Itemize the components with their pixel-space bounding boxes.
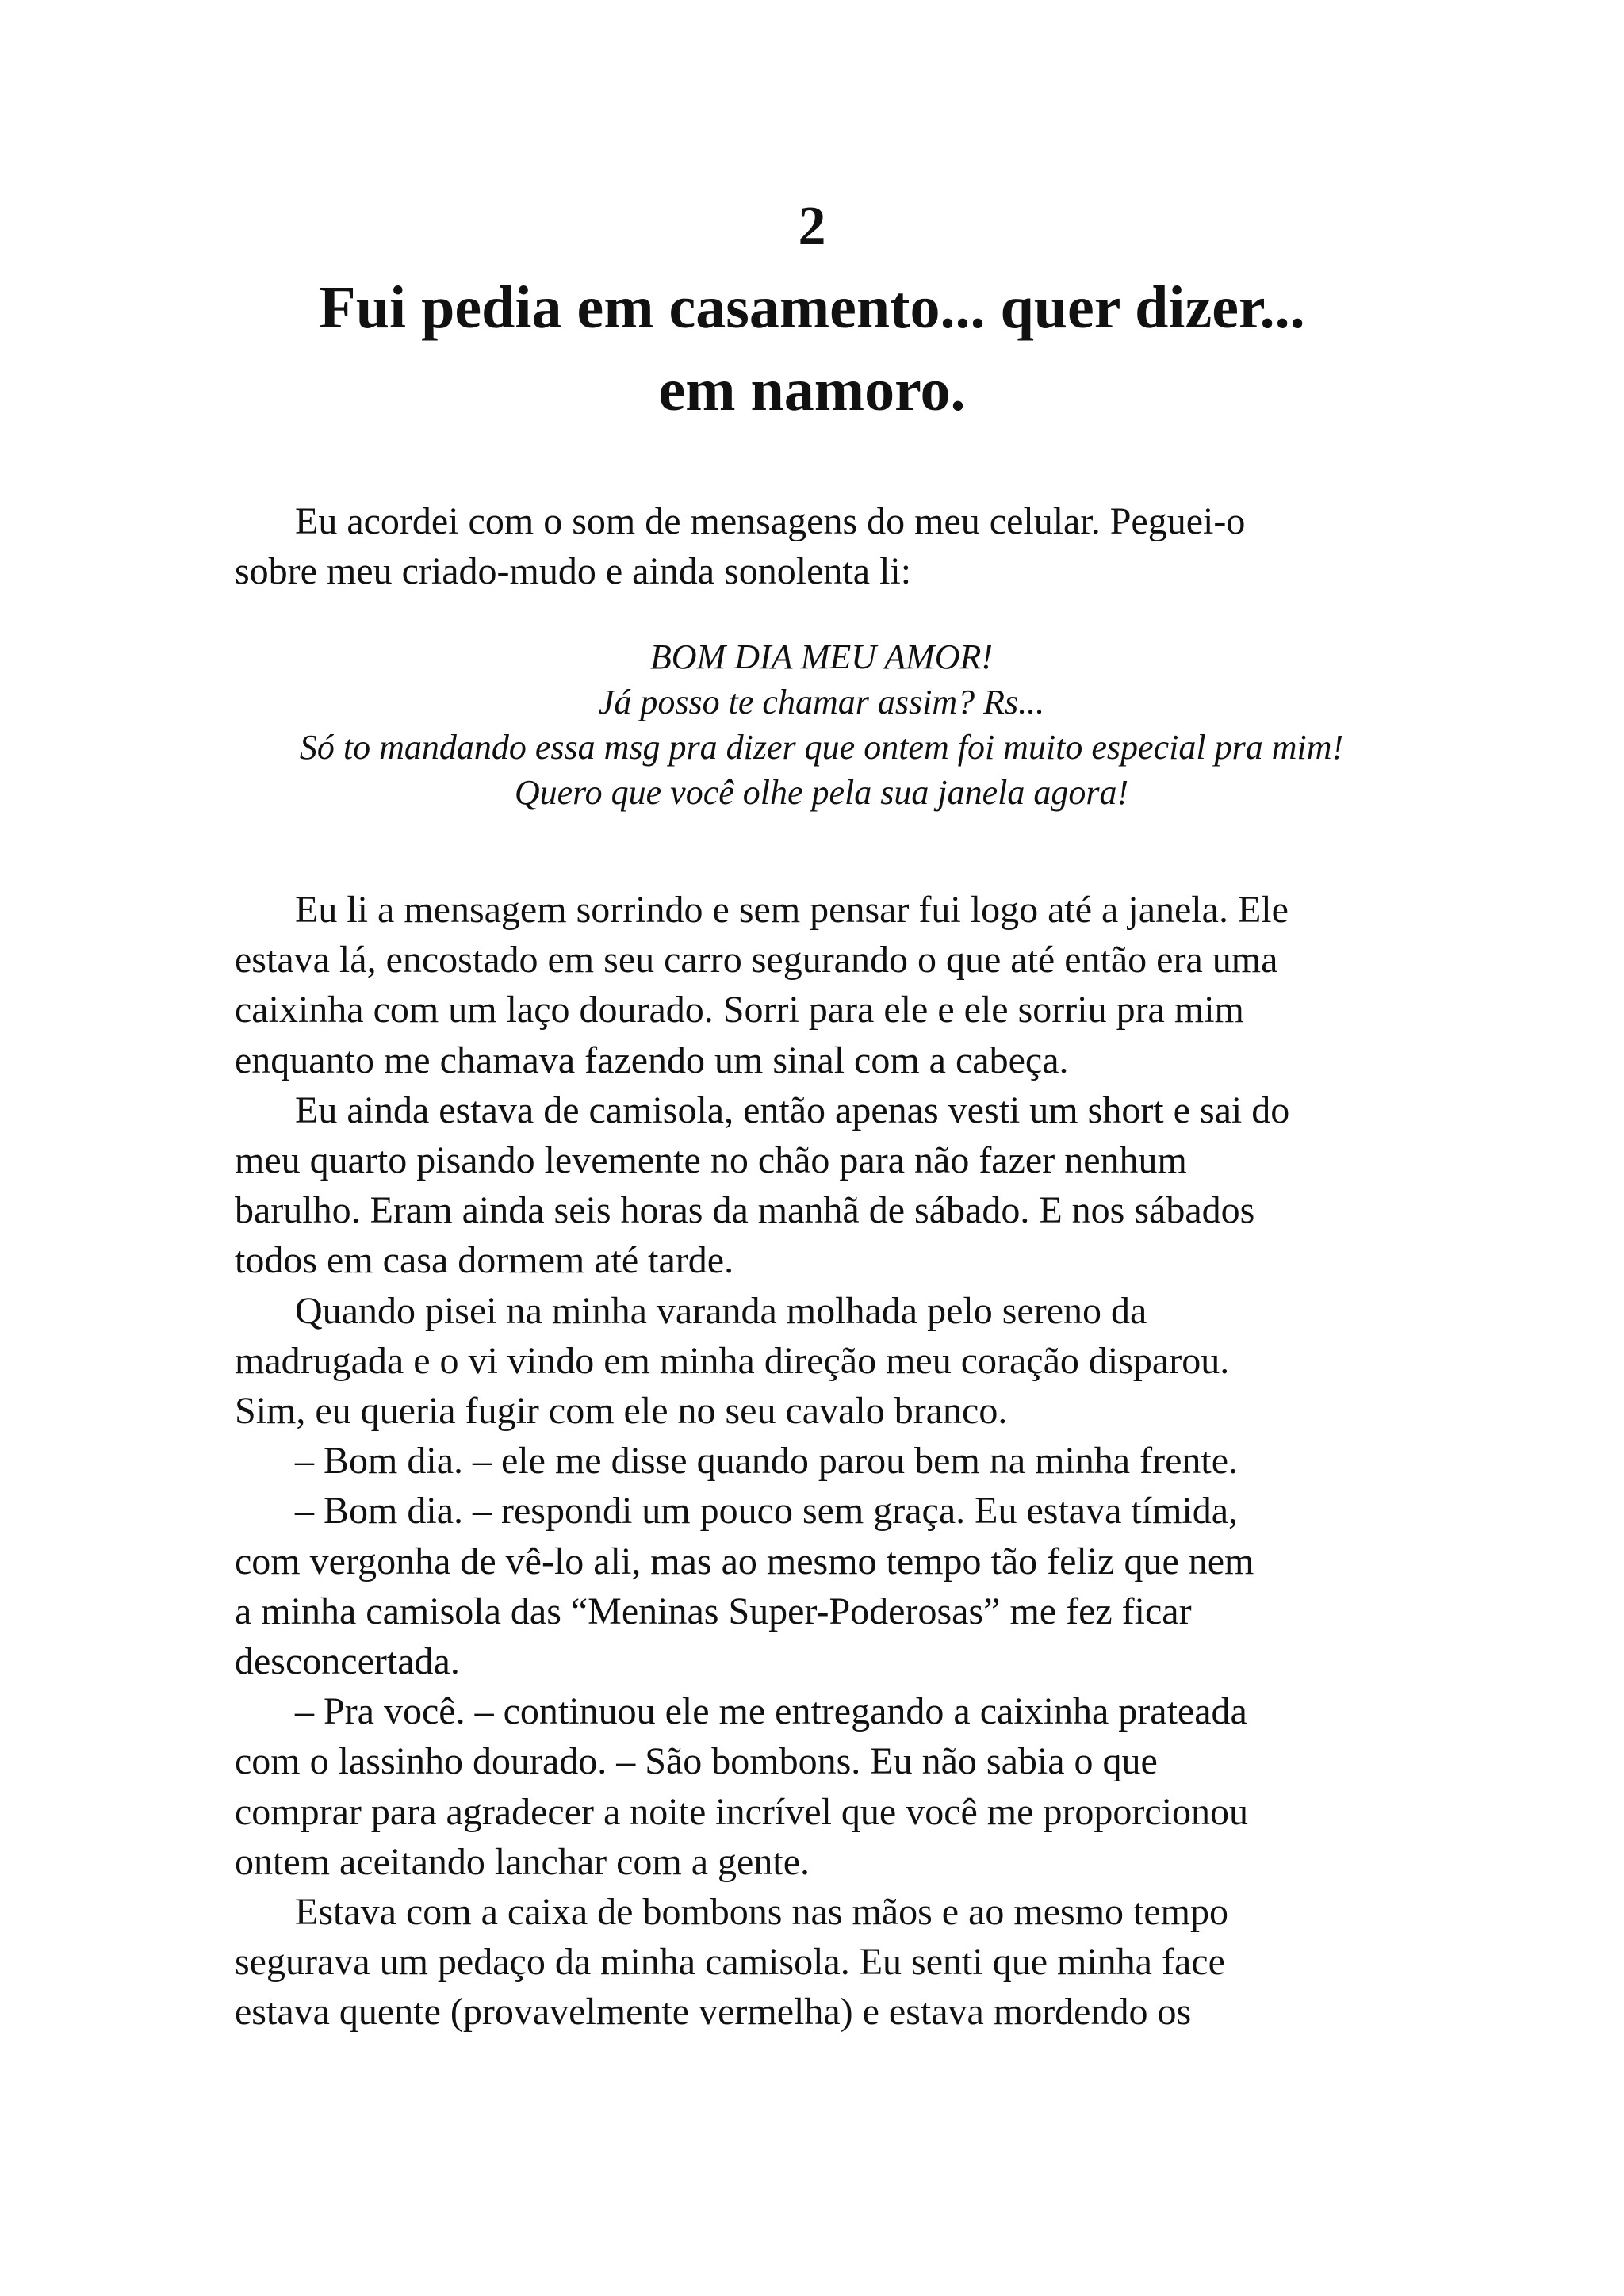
message-line: BOM DIA MEU AMOR! bbox=[649, 637, 994, 676]
text-line: desconcertada. bbox=[235, 1640, 460, 1683]
text-line: – Bom dia. – ele me disse quando parou bem na minha frente. bbox=[295, 1440, 1239, 1483]
text-line: estava quente (provavelmente vermelha) e estava mordendo os bbox=[235, 1991, 1192, 2034]
text-line: Sim, eu queria fugir com ele no seu cavalo branco. bbox=[235, 1390, 1008, 1433]
chapter-title-line: em namoro. bbox=[658, 357, 966, 423]
intro-paragraph bbox=[235, 496, 1408, 596]
story-text bbox=[235, 885, 1408, 2038]
text-line: barulho. Eram ainda seis horas da manhã de sábado. E nos sábados bbox=[235, 1189, 1255, 1232]
message-line: Só to mandando essa msg pra dizer que ontem foi muito especial pra mim! bbox=[299, 728, 1344, 767]
text-line: madrugada e o vi vindo em minha direção meu coração disparou. bbox=[235, 1339, 1230, 1382]
text-line: – Bom dia. – respondi um pouco sem graça. Eu estava tímida, bbox=[295, 1490, 1239, 1533]
text-line: Eu li a mensagem sorrindo e sem pensar fui logo até a janela. Ele bbox=[295, 889, 1289, 931]
text-line: Eu acordei com o som de mensagens do meu celular. Peguei-o bbox=[295, 500, 1246, 542]
text-line: caixinha com um laço dourado. Sorri para ele e ele sorriu pra mim bbox=[235, 989, 1244, 1031]
text-line: meu quarto pisando levemente no chão para não fazer nenhum bbox=[235, 1139, 1187, 1182]
text-line: sobre meu criado-mudo e ainda sonolenta li: bbox=[235, 550, 912, 593]
text-line: enquanto me chamava fazendo um sinal com a cabeça. bbox=[235, 1039, 1069, 1081]
chapter-title bbox=[174, 266, 1450, 431]
text-line: a minha camisola das “Meninas Super-Poderosas” me fez ficar bbox=[235, 1590, 1192, 1632]
message-line: Já posso te chamar assim? Rs... bbox=[598, 683, 1045, 721]
chapter-number: 2 bbox=[798, 196, 826, 257]
chapter-title-line: Fui pedia em casamento... quer dizer... bbox=[319, 274, 1305, 341]
text-message-quote bbox=[235, 634, 1408, 815]
text-line: estava lá, encostado em seu carro segurando o que até então era uma bbox=[235, 939, 1278, 982]
text-line: – Pra você. – continuou ele me entregando a caixinha prateada bbox=[295, 1690, 1247, 1733]
text-line: Eu ainda estava de camisola, então apenas vesti um short e sai do bbox=[295, 1089, 1290, 1131]
text-line: comprar para agradecer a noite incrível que você me proporcionou bbox=[235, 1790, 1249, 1833]
text-line: todos em casa dormem até tarde. bbox=[235, 1239, 734, 1282]
message-line: Quero que você olhe pela sua janela agora! bbox=[514, 773, 1129, 812]
text-line: com o lassinho dourado. – São bombons. Eu não sabia o que bbox=[235, 1740, 1158, 1783]
text-line: ontem aceitando lanchar com a gente. bbox=[235, 1840, 810, 1883]
text-line: Estava com a caixa de bombons nas mãos e ao mesmo tempo bbox=[295, 1891, 1229, 1934]
text-line: Quando pisei na minha varanda molhada pelo sereno da bbox=[295, 1289, 1147, 1332]
text-line: segurava um pedaço da minha camisola. Eu senti que minha face bbox=[235, 1941, 1225, 1984]
text-line: com vergonha de vê-lo ali, mas ao mesmo tempo tão feliz que nem bbox=[235, 1540, 1254, 1582]
